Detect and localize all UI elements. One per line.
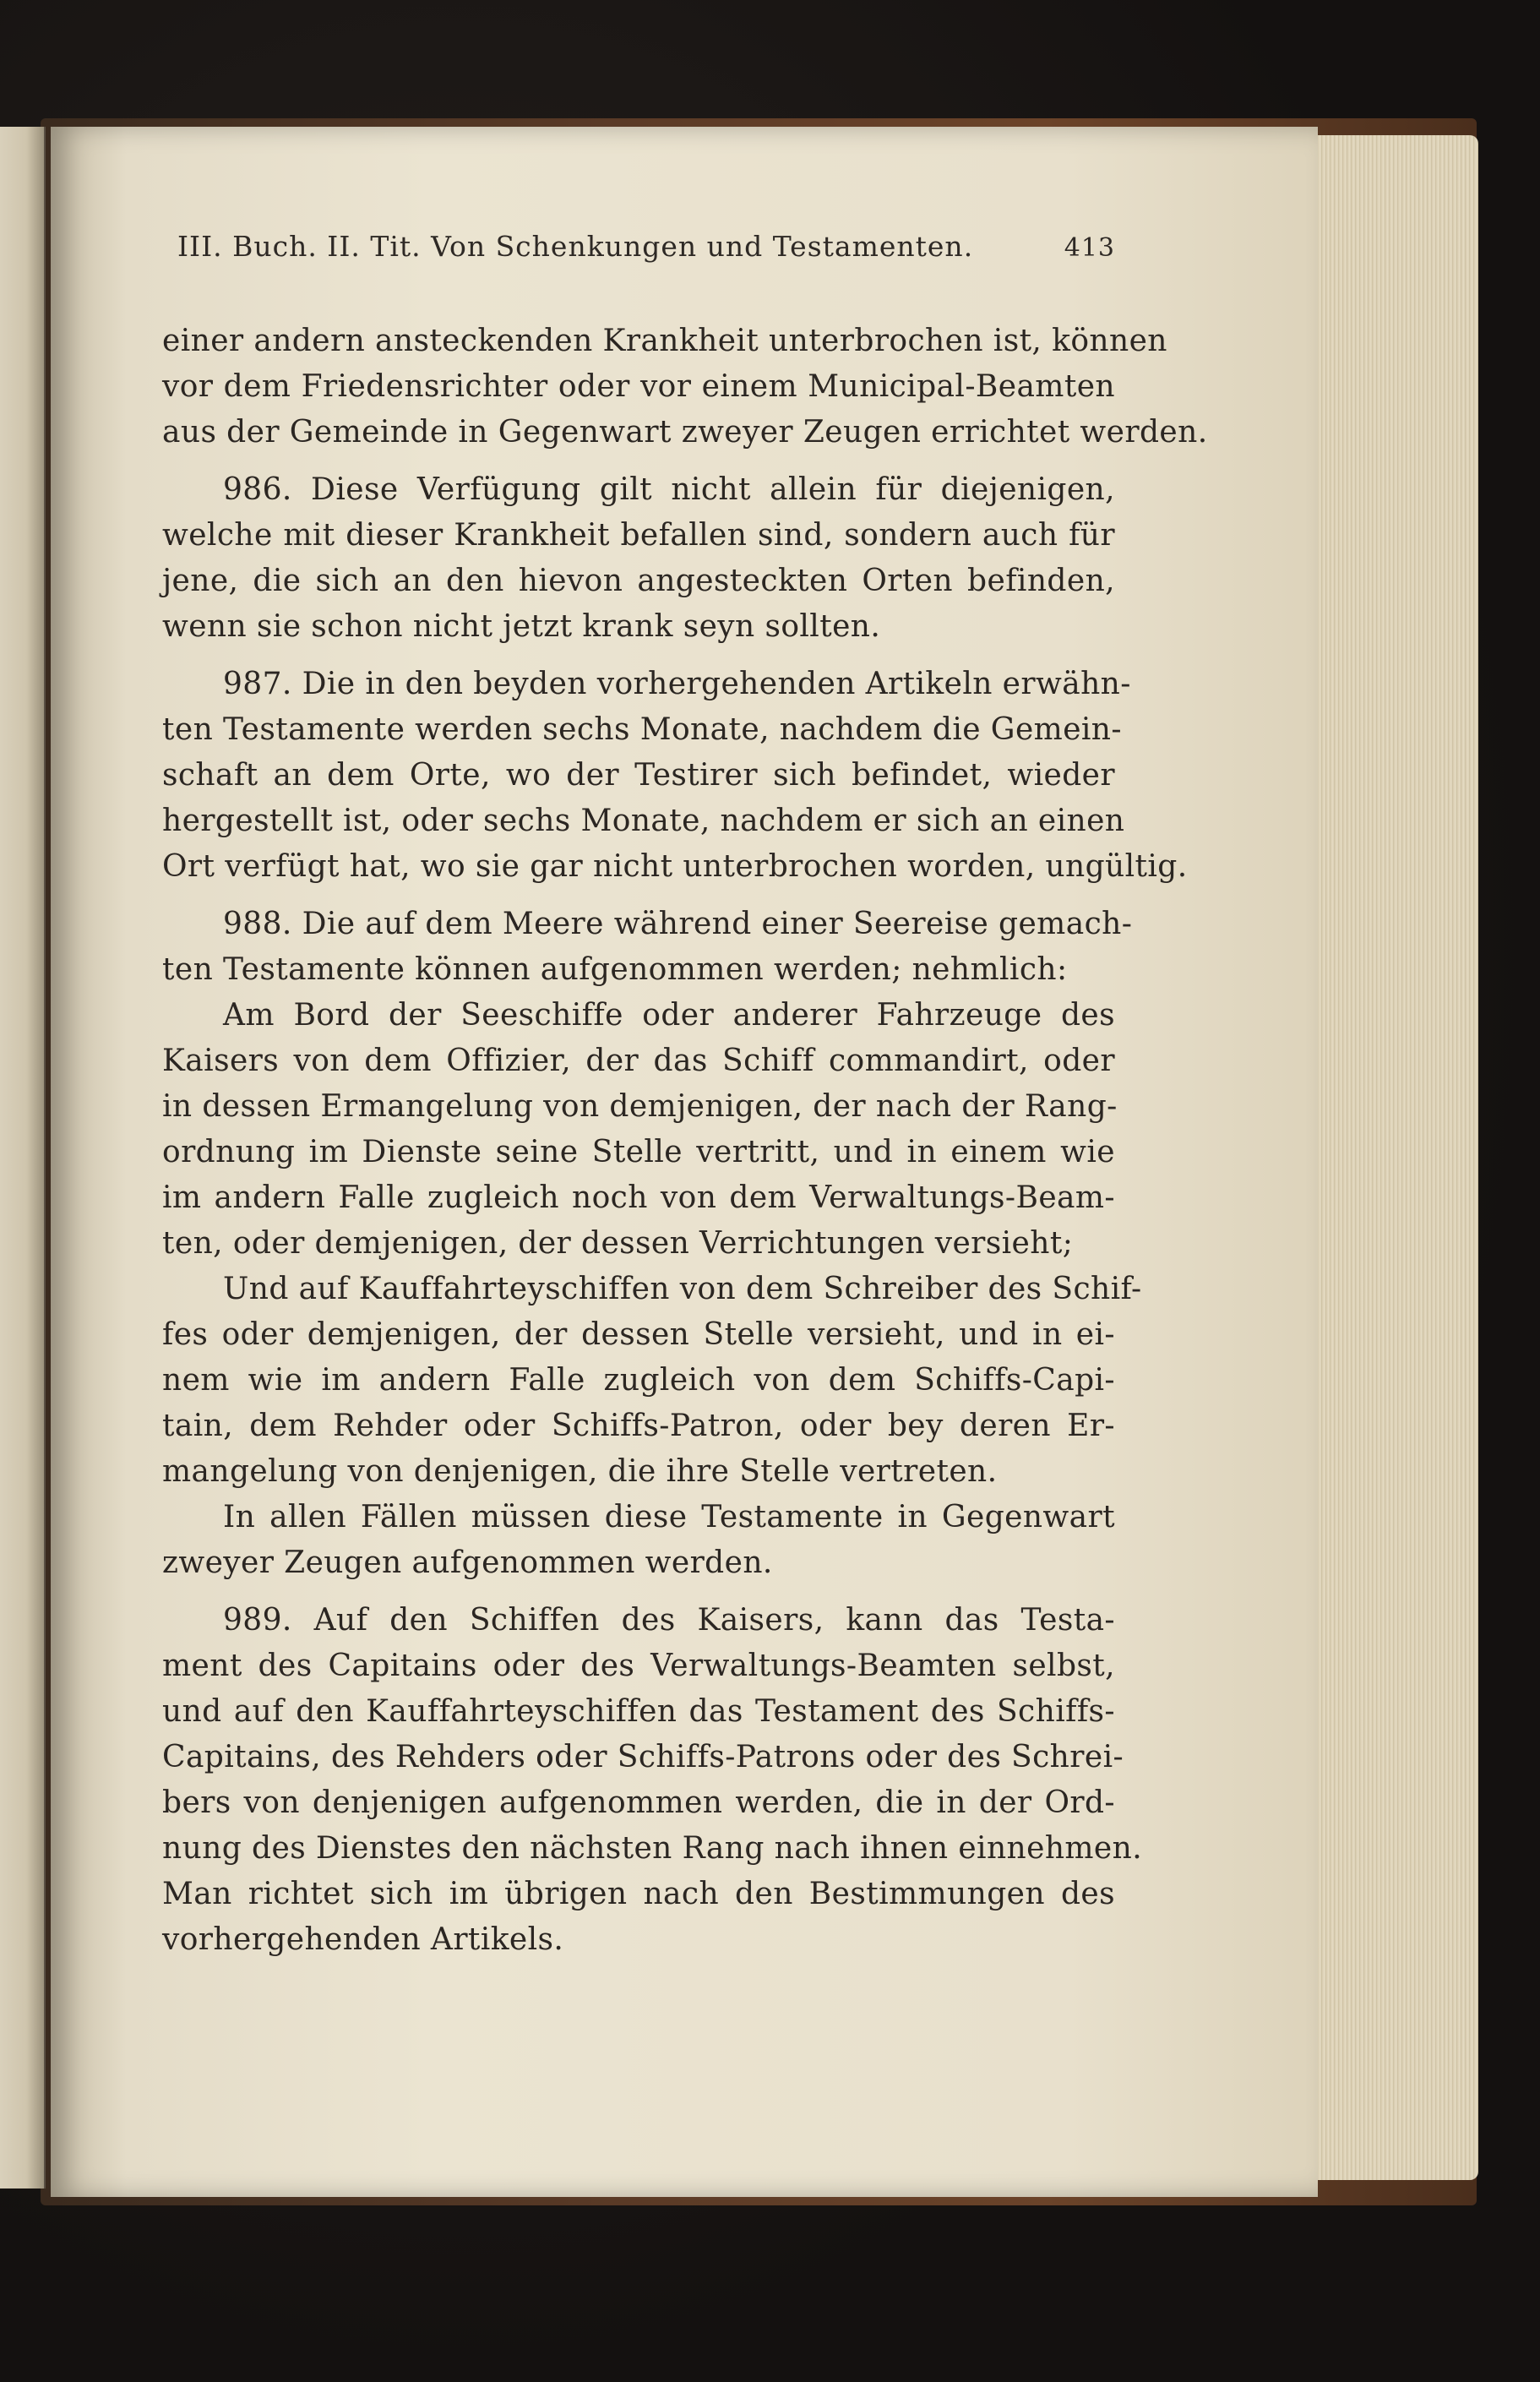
text-line: einer andern ansteckenden Krankheit unterbrochen ist, können bbox=[162, 324, 1167, 358]
text-line: Kaisers von dem Offizier, der das Schiff commandirt, oder bbox=[162, 1044, 1115, 1078]
text-line: mangelung von denjenigen, die ihre Stelle vertreten. bbox=[162, 1454, 998, 1489]
text-line: Ort verfügt hat, wo sie gar nicht unterbrochen worden, ungültig. bbox=[162, 849, 1188, 884]
text-line: ordnung im Dienste seine Stelle vertritt, und in einem wie bbox=[162, 1135, 1115, 1169]
text-line: ment des Capitains oder des Verwaltungs-Beamten selbst, bbox=[162, 1649, 1115, 1683]
page-number: 413 bbox=[1064, 233, 1115, 263]
text-line: wenn sie schon nicht jetzt krank seyn sollten. bbox=[162, 609, 881, 644]
text-line: vor dem Friedensrichter oder vor einem Municipal-Beamten bbox=[162, 369, 1115, 404]
text-line: aus der Gemeinde in Gegenwart zweyer Zeugen errichtet werden. bbox=[162, 415, 1208, 450]
text-line: nung des Dienstes den nächsten Rang nach ihnen einnehmen. bbox=[162, 1831, 1143, 1866]
text-line: in dessen Ermangelung von demjenigen, der nach der Rang- bbox=[162, 1089, 1118, 1124]
text-line: und auf den Kauffahrteyschiffen das Testament des Schiffs- bbox=[162, 1694, 1115, 1729]
text-line: 986. Diese Verfügung gilt nicht allein für diejenigen, bbox=[223, 472, 1115, 507]
text-line: nem wie im andern Falle zugleich von dem Schiffs-Capi- bbox=[162, 1363, 1115, 1398]
text-line: ten Testamente können aufgenommen werden; nehmlich: bbox=[162, 952, 1068, 987]
text-line: Capitains, des Rehders oder Schiffs-Patrons oder des Schrei- bbox=[162, 1740, 1124, 1774]
text-line: 989. Auf den Schiffen des Kaisers, kann das Testa- bbox=[223, 1603, 1115, 1638]
text-line: hergestellt ist, oder sechs Monate, nachdem er sich an einen bbox=[162, 804, 1125, 838]
text-line: Man richtet sich im übrigen nach den Bestimmungen des bbox=[162, 1877, 1115, 1911]
running-header bbox=[177, 230, 1115, 282]
text-line: vorhergehenden Artikels. bbox=[162, 1922, 564, 1957]
running-title: III. Buch. II. Tit. Von Schenkungen und Testamenten. bbox=[177, 230, 974, 263]
text-line: fes oder demjenigen, der dessen Stelle versieht, und in ei- bbox=[162, 1317, 1115, 1352]
text-line: In allen Fällen müssen diese Testamente in Gegenwart bbox=[223, 1500, 1115, 1534]
text-line: 988. Die auf dem Meere während einer Seereise gemach- bbox=[223, 907, 1133, 941]
text-line: im andern Falle zugleich noch von dem Verwaltungs-Beam- bbox=[162, 1180, 1115, 1215]
previous-page-edge bbox=[0, 127, 46, 2188]
text-line: jene, die sich an den hievon angesteckten Orten befinden, bbox=[162, 564, 1115, 598]
text-line: ten, oder demjenigen, der dessen Verrichtungen versieht; bbox=[162, 1226, 1074, 1261]
text-line: Und auf Kauffahrteyschiffen von dem Schreiber des Schif- bbox=[223, 1272, 1142, 1306]
page-edges bbox=[1309, 135, 1478, 2180]
text-line: schaft an dem Orte, wo der Testirer sich befindet, wieder bbox=[162, 758, 1115, 793]
text-line: ten Testamente werden sechs Monate, nachdem die Gemein- bbox=[162, 712, 1122, 747]
text-line: 987. Die in den beyden vorhergehenden Artikeln erwähn- bbox=[223, 667, 1131, 701]
text-line: Am Bord der Seeschiffe oder anderer Fahrzeuge des bbox=[223, 998, 1115, 1033]
text-line: welche mit dieser Krankheit befallen sind, sondern auch für bbox=[162, 518, 1115, 553]
text-line: bers von denjenigen aufgenommen werden, die in der Ord- bbox=[162, 1785, 1115, 1820]
text-line: zweyer Zeugen aufgenommen werden. bbox=[162, 1545, 773, 1580]
text-line: tain, dem Rehder oder Schiffs-Patron, oder bey deren Er- bbox=[162, 1409, 1115, 1443]
